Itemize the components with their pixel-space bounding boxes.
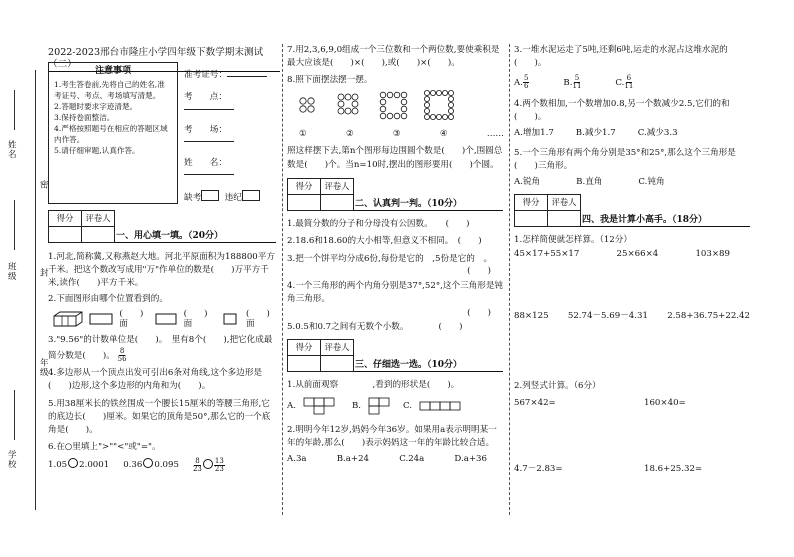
question-1-4: 4.多边形从一个顶点出发可引出6条对角线,这个多边形是( )边形,这个多边形的内角和为( )。 [48, 368, 263, 392]
margin-school-label: 学校 [6, 450, 17, 469]
question-1-7: 7.用2,3,6,9,0组成一个三位数和一个两位数,要使乘积是最大应该是( )×( ),或( )×( )。 [287, 45, 500, 69]
calc-item[interactable]: 45×17+55×17 [514, 248, 580, 259]
choice-5-options [514, 177, 750, 187]
judge-item[interactable]: 1.最简分数的分子和分母没有公因数。 ( ) [287, 218, 470, 229]
judge-item[interactable]: 3.把一个饼平均分成6份,每份是它的 ,5份是它的 。 [287, 253, 493, 264]
choice-option[interactable]: C. $\frac{6}{11}$ [615, 73, 634, 90]
calc-item[interactable]: 4.7－2.83= [514, 464, 563, 475]
calc-item[interactable]: 2.58+36.75+22.42 [667, 311, 750, 322]
grader-cell[interactable] [321, 194, 354, 210]
calc-heading-2: 2.列竖式计算。（6分） [514, 381, 601, 392]
violation-checkbox[interactable] [242, 190, 260, 201]
score-label: 得分 [49, 210, 82, 226]
q2-option-3[interactable]: ( )面 [245, 308, 270, 330]
score-cell[interactable] [288, 194, 321, 210]
q6-compare-row [48, 458, 276, 473]
calc-item[interactable]: 52.74－5.69－4.31 [567, 311, 648, 322]
judge-item[interactable]: 2.18.6和18.60的大小相等,但意义不相同。 ( ) [287, 236, 482, 247]
question-1-2: 2.下面图形由哪个位置看到的。 [48, 294, 168, 305]
score-cell[interactable] [288, 355, 321, 371]
choice-option[interactable]: A.3a [287, 454, 307, 465]
q3-text: 3."9.56"的计数单位是( )。 里有8个( ),把它化成最简分数是( )。 [48, 335, 273, 361]
choice-option[interactable]: C.减少3.3 [637, 128, 678, 139]
margin-name-label: 姓名 [6, 140, 17, 159]
question-1-1: 1.河北,简称冀,又称燕赵大地。河北平原面积为188800平方千米。把这个数改写成用"万"作单位的数是( )万平方千米,读作( )平方千米。 [48, 251, 275, 289]
grader-cell[interactable] [548, 210, 581, 226]
column-2 [287, 44, 503, 465]
exam-site-input[interactable] [184, 109, 234, 110]
score-table [514, 194, 581, 227]
notice-box [48, 62, 178, 204]
pattern-label: ③ [392, 128, 401, 139]
choice-option[interactable]: B.直角 [576, 177, 603, 188]
notice-item: 5.请仔细审题,认真作答。 [54, 145, 140, 155]
question-1-5: 5.用38厘米长的铁丝围成一个腰长15厘米的等腰三角形,它的底边长( )厘米。如果它的顶角是50°,那么它的一个底角是( )。 [48, 398, 271, 436]
calc-item[interactable]: 567×42= [514, 397, 556, 408]
missing-label: 缺考 [184, 193, 202, 204]
section-3-title: 三、仔细选一选。（10分） [354, 360, 503, 372]
calc2-row-1 [514, 398, 750, 408]
name-input[interactable] [184, 174, 234, 175]
choice-option[interactable]: B. $\frac{5}{11}$ [563, 73, 582, 90]
cuboid-figure-icon [52, 311, 83, 327]
column-3 [514, 44, 750, 474]
choice-option[interactable]: D.a+36 [454, 454, 487, 465]
q8-text: 照这样摆下去,第n个图形每边围圆个数是( )个,围圆总数是( )个。当n=10时,摆出的图形要用( )个圆。 [287, 146, 503, 170]
view-a-icon [302, 396, 346, 416]
score-cell[interactable] [515, 210, 548, 226]
compare-circle[interactable] [68, 458, 78, 468]
column-divider-2 [509, 44, 510, 515]
frac-denominator: 56 [117, 354, 127, 363]
question-1-6: 6.在○里填上">""<"或"="。 [48, 441, 161, 452]
calc2-row-2 [514, 464, 750, 474]
choice-option[interactable]: A. $\frac{5}{6}$ [514, 73, 529, 90]
grader-label: 评卷人 [82, 210, 115, 226]
choice-option[interactable]: A.锐角 [514, 177, 541, 188]
q2-figures [52, 309, 276, 330]
choice-option[interactable]: C.钝角 [638, 177, 665, 188]
pattern-labels [299, 129, 504, 139]
margin-class-label: 班级 [6, 262, 17, 281]
info-fields [184, 62, 276, 204]
score-table [48, 210, 115, 243]
margin-feng-label: 封 [38, 268, 49, 278]
judge-blank[interactable]: ( ) [467, 307, 491, 318]
grader-label: 评卷人 [548, 194, 581, 210]
calc-heading-1: 1.怎样简便就怎样算。（12分） [514, 234, 632, 245]
q2-option-1[interactable]: ( )面 [119, 308, 144, 330]
compare-item: 0.36 0.095 [123, 459, 179, 470]
judge-blank[interactable]: ( ) [467, 265, 491, 276]
question-1-8: 8.照下面摆法摆一摆。 [287, 74, 373, 85]
notice-item: 1.考生答卷前,先将自己的姓名,准考证号、考点、考场填写清楚。 [54, 79, 165, 100]
section-1-header [48, 210, 276, 243]
choice-option[interactable]: B.a+24 [336, 454, 370, 465]
choice-option[interactable]: A. [287, 400, 296, 411]
choice-option[interactable]: B.减少1.7 [575, 128, 616, 139]
grader-label: 评卷人 [321, 178, 354, 194]
field-label: 准考证号： [184, 70, 227, 80]
choice-question-4: 4.两个数相加,一个数增加0.8,另一个数减少2.5,它们的和( )。 [514, 98, 730, 122]
choice-question-3: 3.一堆水泥运走了5吨,还剩6吨,运走的水泥占这堆水泥的( )。 [514, 45, 728, 69]
missing-checkbox[interactable] [201, 190, 219, 201]
class-write-line[interactable] [14, 200, 15, 250]
section-2-header [287, 178, 503, 211]
compare-item [193, 458, 225, 473]
frac-denominator: 23 [192, 464, 202, 473]
compare-circle[interactable] [143, 458, 153, 468]
view-c-icon [418, 400, 472, 412]
section-3-header [287, 339, 503, 372]
calc-row-2 [514, 311, 750, 321]
view-b-icon [367, 396, 397, 416]
choice-4-options [514, 128, 750, 138]
score-table [287, 178, 354, 211]
pattern-label: ④ [439, 128, 448, 139]
binding-line [35, 70, 36, 510]
field-label: 考 场： [184, 124, 227, 135]
frac-numerator: 8 [195, 456, 200, 465]
margin-grade-label: 年级 [38, 358, 49, 377]
small-square-view-icon [220, 312, 240, 326]
calc-item[interactable]: 160×40= [644, 397, 686, 408]
score-label: 得分 [288, 339, 321, 355]
choice-question-5: 5.一个三角形有两个角分别是35°和25°,那么这个三角形是( )三角形。 [514, 147, 736, 171]
frac-numerator: 8 [119, 346, 125, 355]
notice-item: 3.保持卷面整洁。 [54, 112, 115, 122]
compare-circle[interactable] [203, 459, 213, 469]
choice-option[interactable]: C. [403, 400, 413, 411]
field-label: 姓 名： [184, 157, 227, 168]
question-1-3 [48, 334, 276, 363]
frac-numerator: 13 [214, 456, 224, 465]
field-label: 考 点： [184, 92, 227, 103]
section-4-title: 四、我是计算小高手。（18分） [581, 215, 750, 227]
calc-row-1 [514, 249, 750, 259]
section-1-title: 一、用心填一填。（20分） [115, 231, 276, 243]
rect-view-icon [155, 312, 177, 326]
notice-heading: 注意事项 [94, 66, 131, 76]
choice-2-options [287, 454, 487, 464]
score-cell[interactable] [49, 226, 82, 242]
violation-label: 违纪 [224, 193, 242, 204]
page-title: 2022-2023邢台市隆庄小学四年级下数学期末测试（二） [48, 47, 280, 72]
choice-question-2: 2.明明今年12岁,妈妈今年36岁。如果用a表示明明某一年的年龄,那么( )表示妈妈这一年的年龄比较合适。 [287, 424, 497, 449]
q2-option-2[interactable]: ( )面 [183, 308, 208, 330]
calc-item[interactable]: 25×66×4 [616, 248, 659, 259]
choice-1-options [287, 396, 503, 416]
frac-denominator: 23 [214, 464, 224, 473]
notice-item: 2.答题时要求字迹清楚。 [54, 101, 138, 111]
notice-item: 4.严格按照题号在相应的答题区域内作答。 [54, 123, 168, 144]
choice-3-options [514, 75, 750, 90]
calc-item[interactable]: 88×125 [514, 311, 549, 322]
column-divider-1 [282, 44, 283, 515]
section-2-title: 二、认真判一判。（10分） [354, 199, 503, 211]
school-write-line[interactable] [14, 390, 15, 440]
margin-seal-label: 密 [38, 180, 49, 190]
pattern-label: ① [299, 128, 307, 139]
score-table [287, 339, 354, 372]
calc-item[interactable]: 103×89 [695, 248, 730, 259]
judge-item[interactable]: 4.一个三角形的两个内角分别是37°,52°,这个三角形是钝角三角形。 [287, 281, 504, 305]
calc-item[interactable]: 18.6+25.32= [644, 464, 703, 475]
name-write-line[interactable] [14, 90, 15, 130]
choice-question-1: 1.从前面观察 ,看到的形状是( )。 [287, 379, 460, 390]
column-1 [48, 62, 276, 473]
exam-number-input[interactable] [227, 76, 267, 77]
choice-option[interactable]: B. [351, 400, 362, 411]
choice-option[interactable]: A.增加1.7 [514, 128, 554, 139]
square-view-icon [89, 312, 113, 326]
pattern-label: …… [486, 128, 504, 139]
score-label: 得分 [288, 178, 321, 194]
judge-item[interactable]: 5.0.5和0.7之间有无数个小数。 ( ) [287, 322, 463, 333]
compare-item: 1.05 2.0001 [48, 459, 110, 470]
q3-fraction [118, 348, 127, 363]
grader-cell[interactable] [82, 226, 115, 242]
section-4-header [514, 194, 750, 227]
grader-label: 评卷人 [321, 339, 354, 355]
grader-cell[interactable] [321, 355, 354, 371]
score-label: 得分 [515, 194, 548, 210]
exam-room-input[interactable] [184, 141, 234, 142]
choice-option[interactable]: C.24a [399, 454, 425, 465]
pattern-label: ② [345, 128, 354, 139]
